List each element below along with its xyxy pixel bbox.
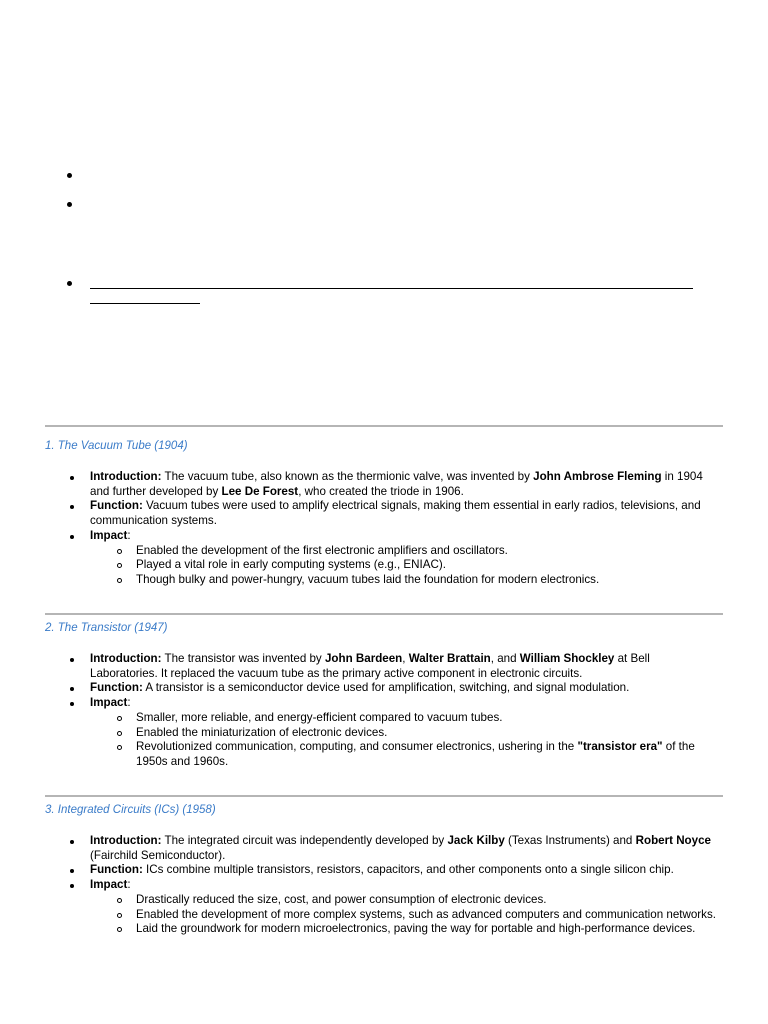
sub-list-item: Laid the groundwork for modern microelectronics, paving the way for portable and high-performance devices.	[136, 922, 720, 937]
list-item: Impact: Drastically reduced the size, cost, and power consumption of electronic devices. Enabled the development of more complex systems, such as advanced computers and communication networks. Laid the groundwork for modern microelectronics, paving the way for portable and high-performance devices.	[90, 878, 720, 937]
item-label: Introduction:	[90, 834, 162, 847]
item-label: Impact	[90, 528, 128, 542]
list-item: Impact: Enabled the development of the first electronic amplifiers and oscillators. Played a vital role in early computing systems (e.g., ENIAC). Though bulky and power-hungry, vacuum tubes laid the foundation for modern electronics.	[90, 529, 720, 588]
bold-name: Lee De Forest	[221, 484, 299, 498]
section-heading: 3. Integrated Circuits (ICs) (1958)	[45, 804, 216, 816]
item-label: Function:	[90, 499, 143, 513]
item-text: The integrated circuit was independently developed by	[161, 834, 448, 847]
blank-underline	[90, 288, 693, 289]
sub-list-item: Enabled the development of more complex systems, such as advanced computers and communication networks.	[136, 908, 720, 923]
bold-term: "transistor era"	[577, 740, 663, 754]
section-heading: 1. The Vacuum Tube (1904)	[45, 440, 188, 452]
item-text: ,	[402, 652, 409, 665]
empty-bullet	[67, 202, 72, 207]
item-text: (Fairchild Semiconductor).	[90, 848, 226, 862]
bold-name: John Ambrose Fleming	[533, 470, 662, 483]
bold-name: John Bardeen	[324, 652, 403, 665]
bold-name: Jack Kilby	[447, 834, 505, 847]
section-divider	[45, 795, 723, 797]
item-text: The vacuum tube, also known as the thermionic valve, was invented by	[161, 470, 534, 483]
section-list	[90, 470, 720, 588]
item-label: Impact	[90, 696, 128, 710]
item-text: A transistor is a semiconductor device used for amplification, switching, and signal modulation.	[142, 681, 630, 695]
item-label: Impact	[90, 878, 128, 892]
sub-list-item: Smaller, more reliable, and energy-efficient compared to vacuum tubes.	[136, 711, 720, 726]
item-text: of the 1950s and 1960s.	[136, 740, 695, 768]
list-item	[90, 863, 720, 878]
section-divider	[45, 425, 723, 427]
bold-name: William Shockley	[519, 652, 615, 665]
section-heading: 2. The Transistor (1947)	[45, 622, 168, 634]
list-item	[90, 499, 720, 528]
list-item	[90, 470, 720, 499]
bold-name: Walter Brattain	[408, 652, 491, 665]
sub-list-item: Played a vital role in early computing systems (e.g., ENIAC).	[136, 558, 720, 573]
list-item	[90, 652, 720, 681]
item-text: at Bell Laboratories. It replaced the vacuum tube as the primary active component in electronic circuits.	[90, 652, 650, 680]
sub-list	[90, 544, 720, 588]
list-item: Impact: Smaller, more reliable, and energy-efficient compared to vacuum tubes. Enabled the miniaturization of electronic devices. Revolutionized communication, computing, and consumer electronics, ushering in the "transistor era" of the 1950s and 1960s.	[90, 696, 720, 770]
sub-list-item	[136, 740, 720, 769]
item-label: Introduction:	[90, 652, 162, 665]
item-label: Function:	[90, 681, 143, 695]
item-text: , who created the triode in 1906.	[298, 484, 464, 498]
list-item	[90, 834, 720, 863]
sub-list	[90, 711, 720, 770]
item-text: ICs combine multiple transistors, resistors, capacitors, and other components onto a single silicon chip.	[142, 863, 674, 877]
sub-list-item: Enabled the miniaturization of electronic devices.	[136, 726, 720, 741]
item-text: in 1904 and further developed by	[90, 470, 703, 498]
item-text: (Texas Instruments) and	[504, 834, 636, 847]
sub-list	[90, 893, 720, 937]
sub-list-item: Drastically reduced the size, cost, and power consumption of electronic devices.	[136, 893, 720, 908]
list-item	[90, 681, 720, 696]
item-label: Introduction:	[90, 470, 162, 483]
item-text: Revolutionized communication, computing, and consumer electronics, ushering in the	[136, 740, 578, 754]
empty-bullet	[67, 281, 72, 286]
section-divider	[45, 613, 723, 615]
item-text: Vacuum tubes were used to amplify electrical signals, making them essential in early radios, televisions, and communication systems.	[90, 499, 701, 528]
empty-bullet	[67, 173, 72, 178]
sub-list-item: Though bulky and power-hungry, vacuum tubes laid the foundation for modern electronics.	[136, 573, 720, 588]
blank-underline	[90, 303, 200, 304]
section-list	[90, 834, 720, 937]
sub-list-item: Enabled the development of the first electronic amplifiers and oscillators.	[136, 544, 720, 559]
item-label: Function:	[90, 863, 143, 877]
bold-name: Robert Noyce	[635, 834, 711, 847]
section-list	[90, 652, 720, 770]
item-text: The transistor was invented by	[161, 652, 325, 665]
item-text: , and	[490, 652, 520, 665]
